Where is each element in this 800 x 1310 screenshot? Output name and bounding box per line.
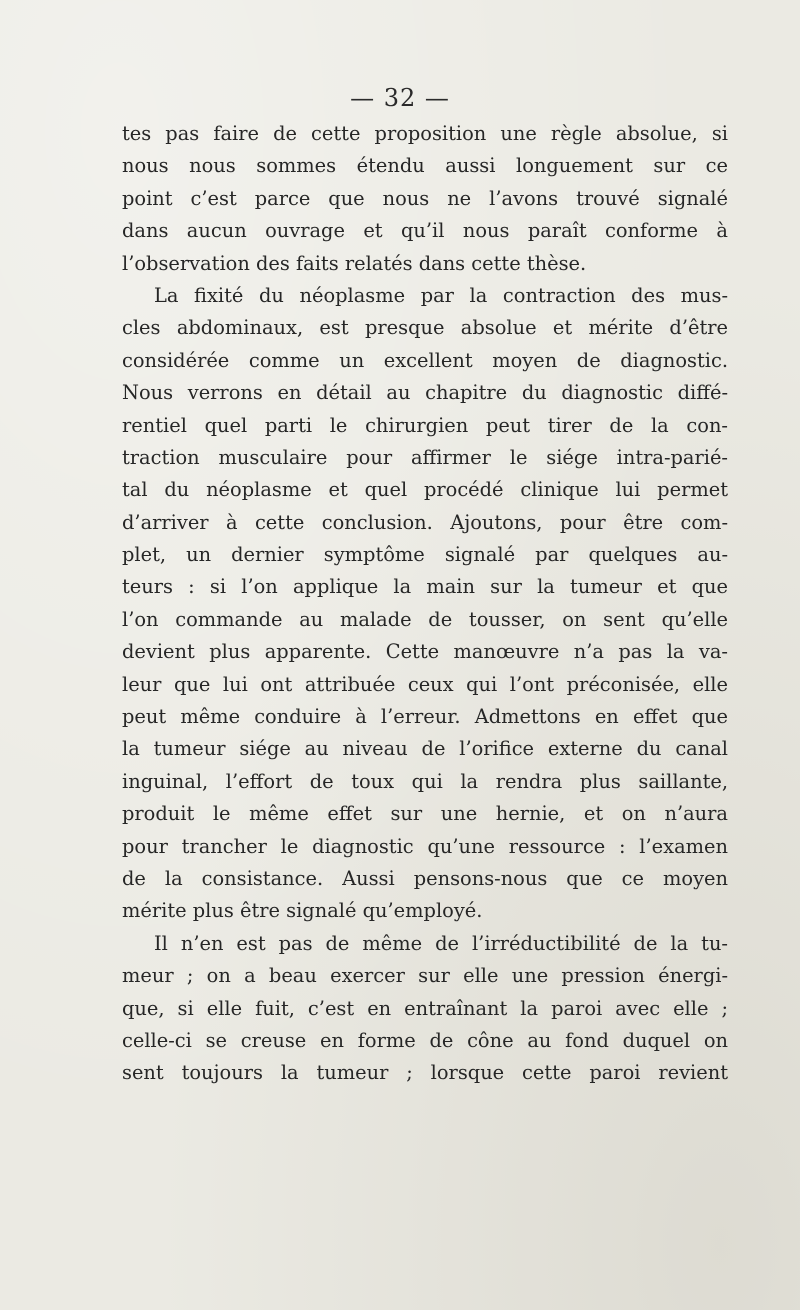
- text-line: produit le même effet sur une hernie, et on n’aura: [122, 802, 728, 826]
- text-line: traction musculaire pour affirmer le siége intra-parié-: [122, 445, 728, 469]
- text-line: Nous verrons en détail au chapitre du diagnostic diffé-: [122, 381, 728, 405]
- text-line: que, si elle fuit, c’est en entraînant la paroi avec elle ;: [122, 996, 728, 1020]
- text-line: l’on commande au malade de tousser, on sent qu’elle: [122, 607, 728, 631]
- page-number: — 32 —: [350, 84, 450, 112]
- text-line: la tumeur siége au niveau de l’orifice externe du canal: [122, 737, 728, 761]
- text-line: sent toujours la tumeur ; lorsque cette paroi revient: [122, 1061, 728, 1085]
- text-line: pour trancher le diagnostic qu’une ressource : l’examen: [122, 834, 728, 858]
- text-line: plet, un dernier symptôme signalé par quelques au-: [122, 543, 728, 567]
- text-line: nous nous sommes étendu aussi longuement sur ce: [122, 154, 728, 178]
- text-line: mérite plus être signalé qu’employé.: [122, 899, 483, 923]
- text-line: d’arriver à cette conclusion. Ajoutons, pour être com-: [122, 510, 728, 534]
- text-line: dans aucun ouvrage et qu’il nous paraît conforme à: [122, 219, 728, 243]
- text-line: l’observation des faits relatés dans cette thèse.: [122, 251, 587, 275]
- text-line: tes pas faire de cette proposition une règle absolue, si: [122, 122, 728, 145]
- text-line: tal du néoplasme et quel procédé clinique lui permet: [122, 478, 728, 502]
- text-line: devient plus apparente. Cette manœuvre n’a pas la va-: [122, 640, 728, 664]
- text-line: meur ; on a beau exercer sur elle une pression énergi-: [122, 964, 728, 988]
- text-line: inguinal, l’effort de toux qui la rendra plus saillante,: [122, 769, 728, 793]
- text-line: teurs : si l’on applique la main sur la tumeur et que: [122, 575, 728, 599]
- text-line: peut même conduire à l’erreur. Admettons en effet que: [122, 705, 728, 729]
- text-line: cles abdominaux, est presque absolue et mérite d’être: [122, 316, 728, 340]
- text-line: leur que lui ont attribuée ceux qui l’ont préconisée, elle: [122, 672, 728, 696]
- text-line: point c’est parce que nous ne l’avons trouvé signalé: [122, 186, 728, 210]
- text-line: Il n’en est pas de même de l’irréductibilité de la tu-: [154, 931, 728, 955]
- text-line: rentiel quel parti le chirurgien peut tirer de la con-: [122, 413, 728, 437]
- text-line: La fixité du néoplasme par la contraction des mus-: [154, 283, 728, 307]
- text-line: de la consistance. Aussi pensons-nous que ce moyen: [122, 866, 728, 890]
- text-line: celle-ci se creuse en forme de cône au fond duquel on: [122, 1028, 728, 1052]
- text-line: considérée comme un excellent moyen de diagnostic.: [122, 348, 728, 372]
- body-text: [122, 118, 728, 1090]
